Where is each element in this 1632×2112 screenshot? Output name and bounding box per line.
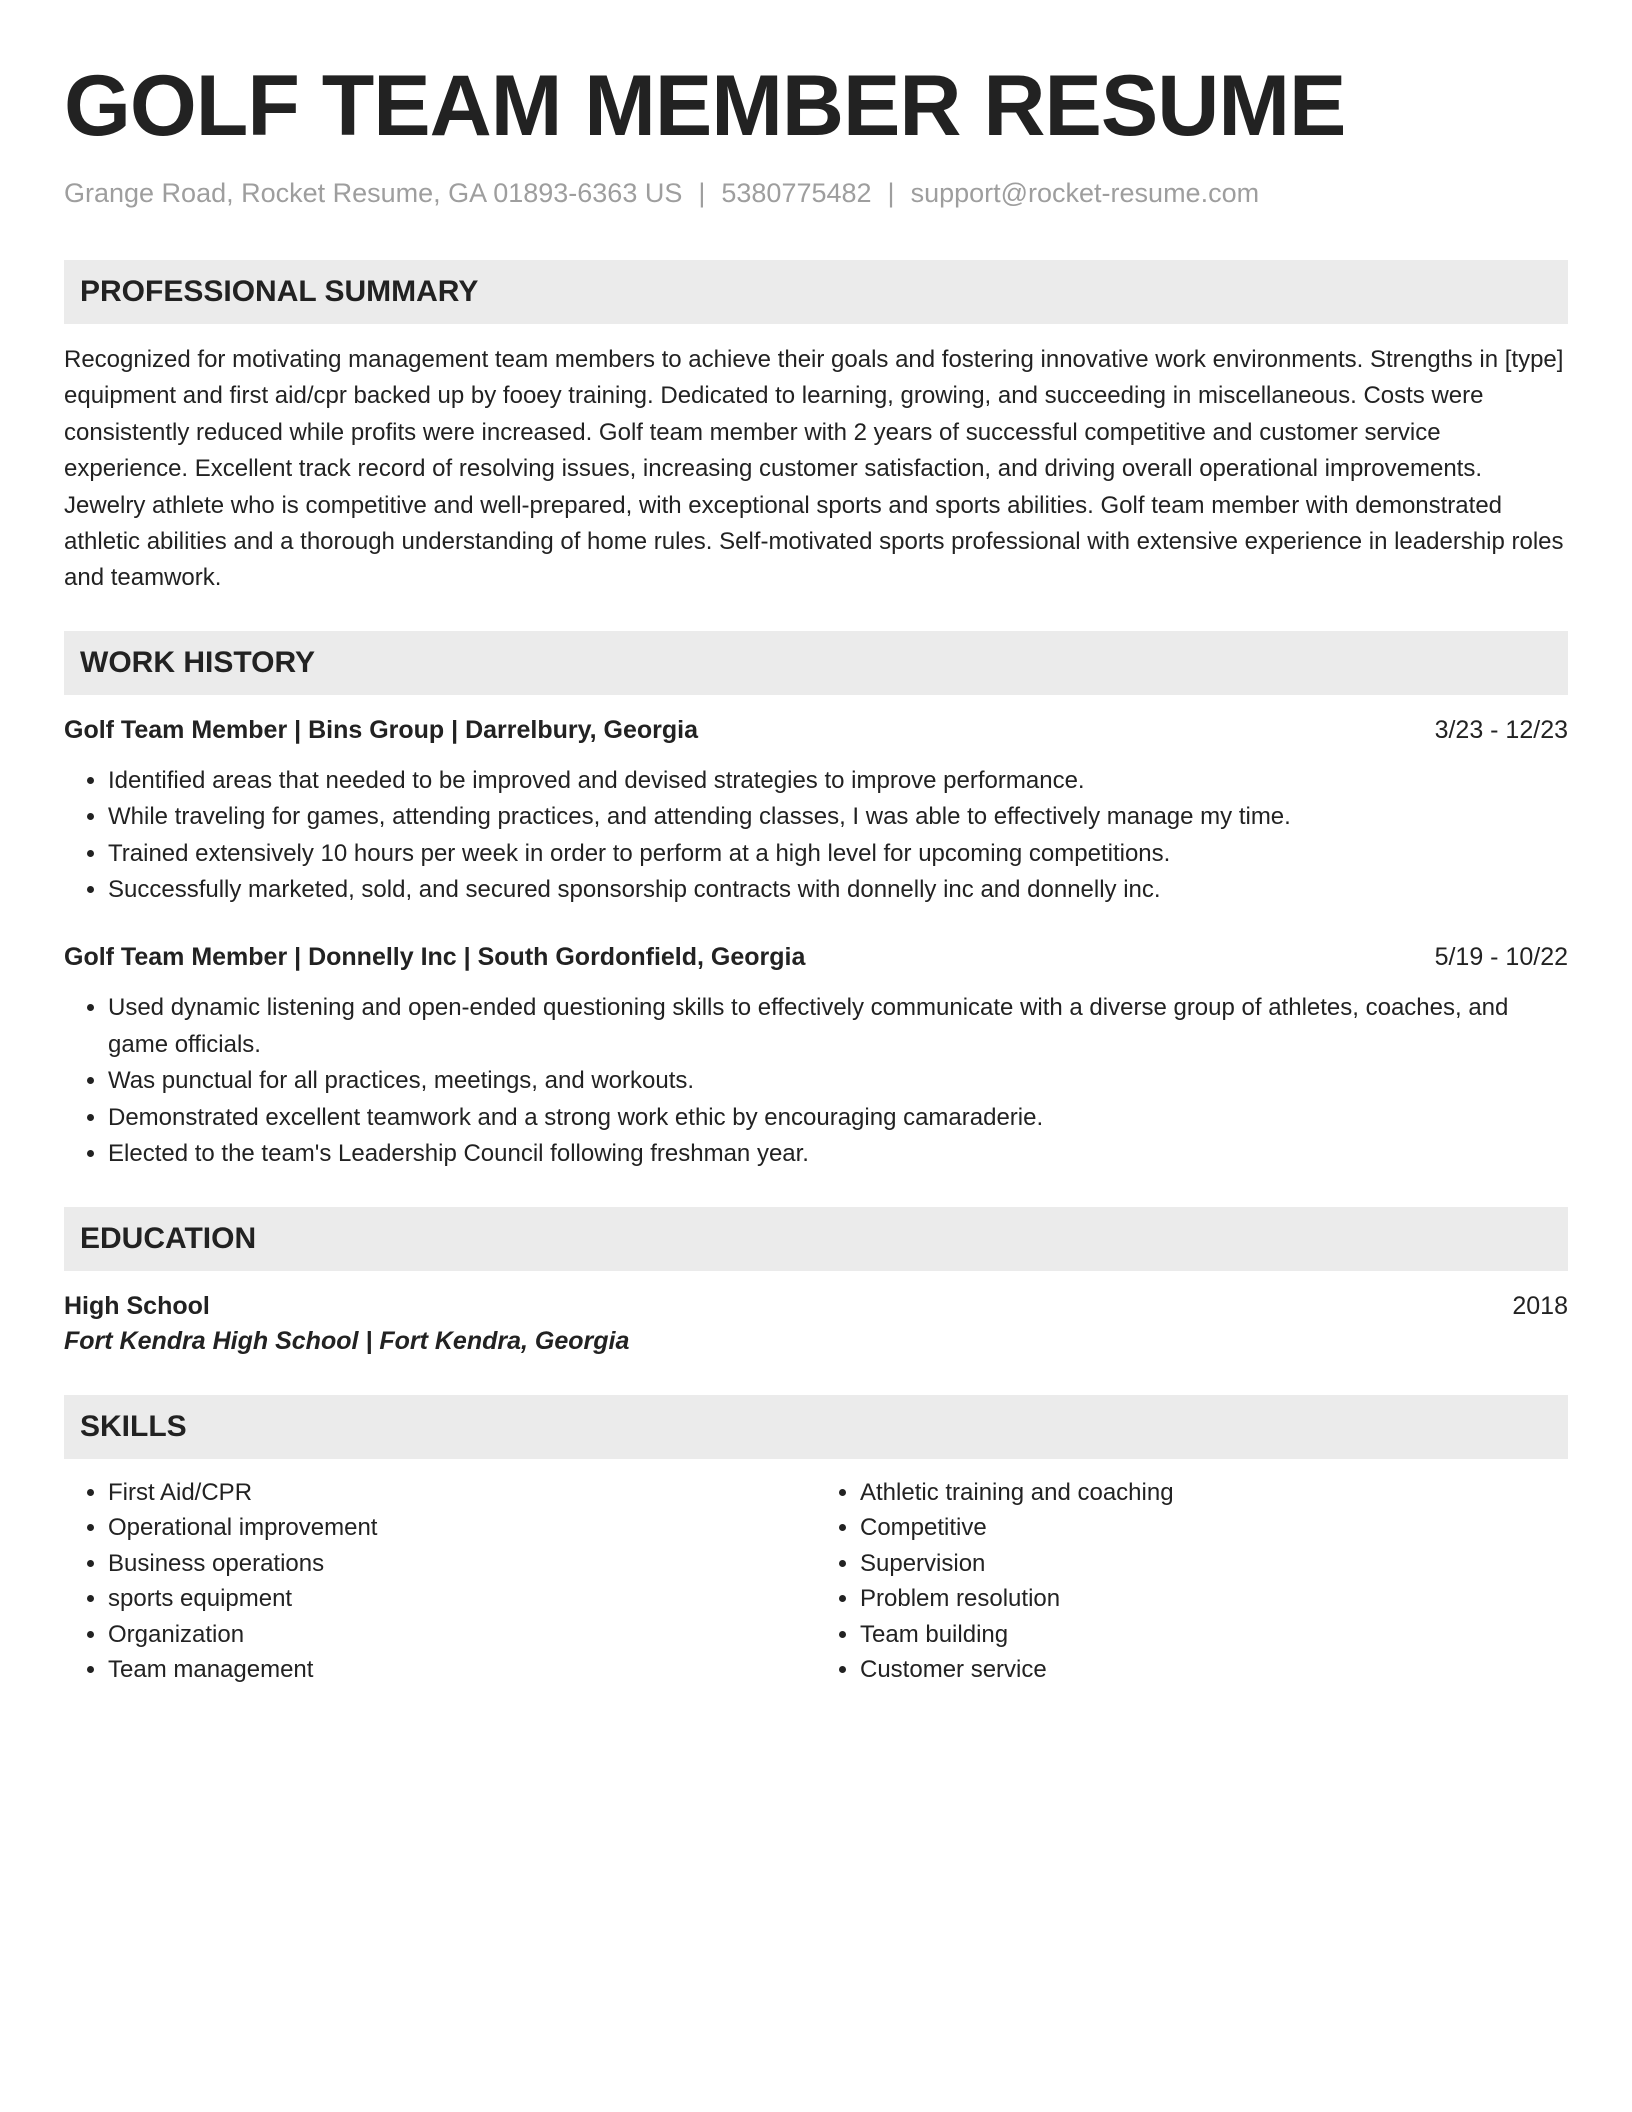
contact-address: Grange Road, Rocket Resume, GA 01893-6363 US: [64, 178, 683, 208]
job-title: Golf Team Member | Donnelly Inc | South Gordonfield, Georgia: [64, 943, 806, 972]
job-bullet: • While traveling for games, attending practices, and attending classes, I was able to effectively manage my time.: [108, 799, 1568, 835]
skills-column-left: [64, 1475, 816, 1689]
job-entry-header: [64, 713, 1568, 747]
job-entry-header: [64, 940, 1568, 974]
skill-item: • sports equipment: [108, 1581, 816, 1617]
job-bullet: • Demonstrated excellent teamwork and a strong work ethic by encouraging camaraderie.: [108, 1100, 1568, 1136]
skill-item: • First Aid/CPR: [108, 1475, 816, 1511]
contact-separator: |: [698, 178, 706, 208]
skill-item: • Competitive: [860, 1510, 1568, 1546]
education-year: 2018: [1512, 1291, 1568, 1320]
skill-item: • Team building: [860, 1617, 1568, 1653]
section-header-skills: SKILLS: [64, 1395, 1568, 1459]
contact-separator: |: [887, 178, 895, 208]
skills-column-right: [816, 1475, 1568, 1689]
section-header-education: EDUCATION: [64, 1207, 1568, 1271]
contact-phone: 5380775482: [721, 178, 872, 208]
job-dates: 5/19 - 10/22: [1434, 943, 1568, 972]
job-dates: 3/23 - 12/23: [1434, 715, 1568, 744]
contact-email: support@rocket-resume.com: [910, 178, 1260, 208]
section-header-work-history: WORK HISTORY: [64, 631, 1568, 695]
resume-title: GOLF TEAM MEMBER RESUME: [64, 58, 1346, 154]
job-bullet: • Successfully marketed, sold, and secured sponsorship contracts with donnelly inc and donnelly inc.: [108, 872, 1568, 908]
education-entry-header: [64, 1289, 1568, 1323]
skill-item: • Problem resolution: [860, 1581, 1568, 1617]
section-header-summary: PROFESSIONAL SUMMARY: [64, 260, 1568, 324]
job-bullet: • Elected to the team's Leadership Council following freshman year.: [108, 1136, 1568, 1172]
job-bullet: • Was punctual for all practices, meetings, and workouts.: [108, 1063, 1568, 1099]
education-school: Fort Kendra High School | Fort Kendra, Georgia: [64, 1326, 630, 1355]
job-bullet: • Trained extensively 10 hours per week in order to perform at a high level for upcoming competitions.: [108, 836, 1568, 872]
job-title: Golf Team Member | Bins Group | Darrelbury, Georgia: [64, 715, 699, 744]
job-bullet: • Used dynamic listening and open-ended questioning skills to effectively communicate with a diverse group of athletes, coaches, and game officials.: [108, 990, 1568, 1063]
skills-list: [816, 1475, 1568, 1689]
job-bullet-list: [64, 990, 1568, 1172]
skill-item: • Supervision: [860, 1546, 1568, 1582]
skill-item: • Athletic training and coaching: [860, 1475, 1568, 1511]
summary-text: Recognized for motivating management team members to achieve their goals and fostering innovative work environments. Strengths in [type] equipment and first aid/cpr backed up by fooey training. Dedicated to learning, growing, and succeeding in miscellaneous. Costs were consistently reduced while profits were increased. Golf team member with 2 years of successful competitive and customer service experience. Excellent track record of resolving issues, increasing customer satisfaction, and driving overall operational improvements. Jewelry athlete who is competitive and well-prepared, with exceptional sports and sports abilities. Golf team member with demonstrated athletic abilities and a thorough understanding of home rules. Self-motivated sports professional with extensive experience in leadership roles and teamwork.: [64, 346, 1564, 592]
skill-item: • Organization: [108, 1617, 816, 1653]
skill-item: • Customer service: [860, 1652, 1568, 1688]
skill-item: • Business operations: [108, 1546, 816, 1582]
contact-line: [64, 176, 1568, 210]
skills-grid: [64, 1475, 1568, 1689]
skill-item: • Operational improvement: [108, 1510, 816, 1546]
education-degree: High School: [64, 1291, 210, 1320]
job-bullet-list: [64, 763, 1568, 909]
skills-list: [64, 1475, 816, 1689]
job-bullet: • Identified areas that needed to be improved and devised strategies to improve performance.: [108, 763, 1568, 799]
skill-item: • Team management: [108, 1652, 816, 1688]
